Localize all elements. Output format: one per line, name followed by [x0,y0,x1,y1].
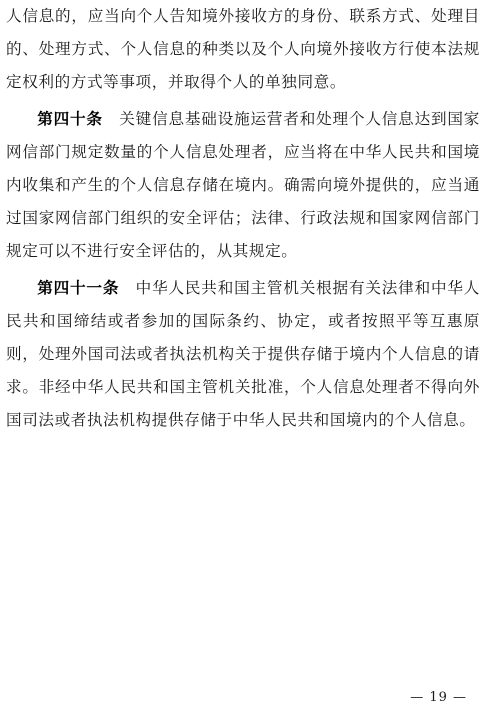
article-heading: 第四十一条 [37,279,120,297]
article-40 [6,103,480,268]
article-43 [6,478,480,511]
page-number: — 19 — [410,690,467,705]
article-42 [6,441,480,474]
article-41 [6,272,480,437]
paragraph-text: 人信息的，应当向个人告知境外接收方的身份、联系方式、处理目的、处理方式、个人信息的种类以及个人向境外接收方行使本法规定权利的方式等事项，并取得个人的单独同意。 [6,7,480,91]
article-text: 关键信息基础设施运营者和处理个人信息达到国家网信部门规定数量的个人信息处理者，应当将在中华人民共和国境内收集和产生的个人信息存储在境内。确需向境外提供的，应当通过国家网信部门组织的安全评估；法律、行政法规和国家网信部门规定可以不进行安全评估的，从其规定。 [6,110,481,260]
article-spacer [119,279,135,297]
article-spacer [103,110,119,128]
document-page [6,0,480,511]
article-spacer [37,485,53,503]
article-spacer [37,448,53,466]
paragraph-continuation [6,0,480,99]
article-heading: 第四十条 [37,110,103,128]
article-text: 中华人民共和国主管机关根据有关法律和中华人民共和国缔结或者参加的国际条约、协定，或者按照平等互惠原则，处理外国司法或者执法机构关于提供存储于境内个人信息的请求。非经中华人民共和国主管机关批准，个人信息处理者不得向外国司法或者执法机构提供存储于中华人民共和国境内的个人信息。 [6,279,480,429]
